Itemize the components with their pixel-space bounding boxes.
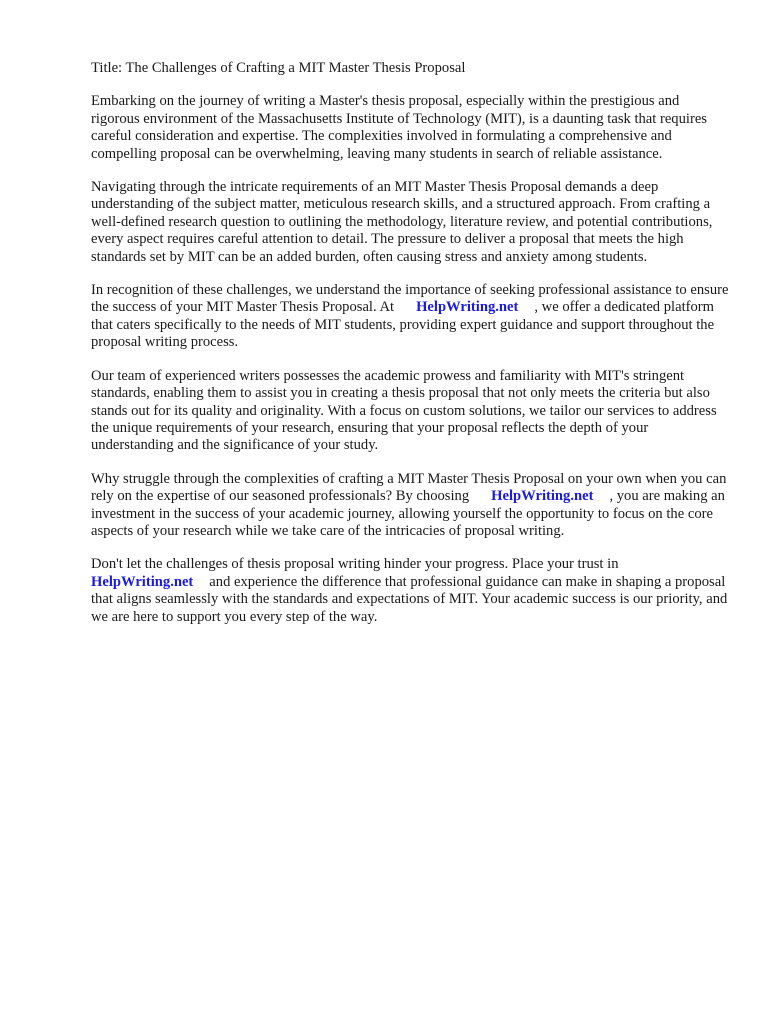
- document-page: [91, 60, 731, 642]
- paragraph-recognition: [91, 282, 731, 352]
- paragraph-intro: Embarking on the journey of writing a Master's thesis proposal, especially within the prestigious and rigorous environment of the Massachusetts Institute of Technology (MIT), is a daunting task that requires careful consideration and expertise. The complexities involved in formulating a comprehensive and compelling proposal can be overwhelming, leaving many students in search of reliable assistance.: [91, 93, 707, 162]
- paragraph-recognition-text-after: , we offer a dedicated platform that caters specifically to the needs of MIT students, providing expert guidance and support throughout the proposal writing process.: [91, 299, 715, 351]
- paragraph-closing-text-before: Don't let the challenges of thesis proposal writing hinder your progress. Place your trust in: [91, 556, 619, 573]
- paragraph-closing-text-after: and experience the difference that professional guidance can make in shaping a proposal that aligns seamlessly with the standards and expectations of MIT. Your academic success is our priority, and we are here to support you every step of the way.: [91, 573, 728, 625]
- paragraph-why-text-after: , you are making an investment in the success of your academic journey, allowing yourself the opportunity to focus on the core aspects of your research while we take care of the intricacies of proposal writing.: [91, 488, 725, 539]
- paragraph-recognition-text-before: In recognition of these challenges, we understand the importance of seeking professional assistance to ensure the success of your MIT Master Thesis Proposal. At: [91, 282, 729, 316]
- paragraph-requirements: Navigating through the intricate requirements of an MIT Master Thesis Proposal demands a deep understanding of the subject matter, meticulous research skills, and a structured approach. From crafting a well-defined research question to outlining the methodology, literature review, and potential contributions, every aspect requires careful attention to detail. The pressure to deliver a proposal that meets the high standards set by MIT can be an added burden, often causing stress and anxiety among students.: [91, 179, 713, 265]
- paragraph-why: [91, 471, 731, 541]
- helpwriting-link-3[interactable]: HelpWriting.net: [91, 573, 194, 590]
- paragraph-closing: [91, 556, 731, 626]
- helpwriting-link-2[interactable]: HelpWriting.net: [491, 488, 594, 505]
- helpwriting-link-1[interactable]: HelpWriting.net: [416, 299, 519, 316]
- paragraph-why-text-before: Why struggle through the complexities of crafting a MIT Master Thesis Proposal on your own when you can rely on the expertise of our seasoned professionals? By choosing: [91, 470, 727, 505]
- document-title: Title: The Challenges of Crafting a MIT Master Thesis Proposal: [91, 60, 466, 76]
- paragraph-team: Our team of experienced writers possesses the academic prowess and familiarity with MIT's stringent standards, enabling them to assist you in creating a thesis proposal that not only meets the criteria but also stands out for its quality and originality. With a focus on custom solutions, we tailor our services to address the unique requirements of your research, ensuring that your proposal reflects the depth of your understanding and the significance of your study.: [91, 367, 717, 454]
